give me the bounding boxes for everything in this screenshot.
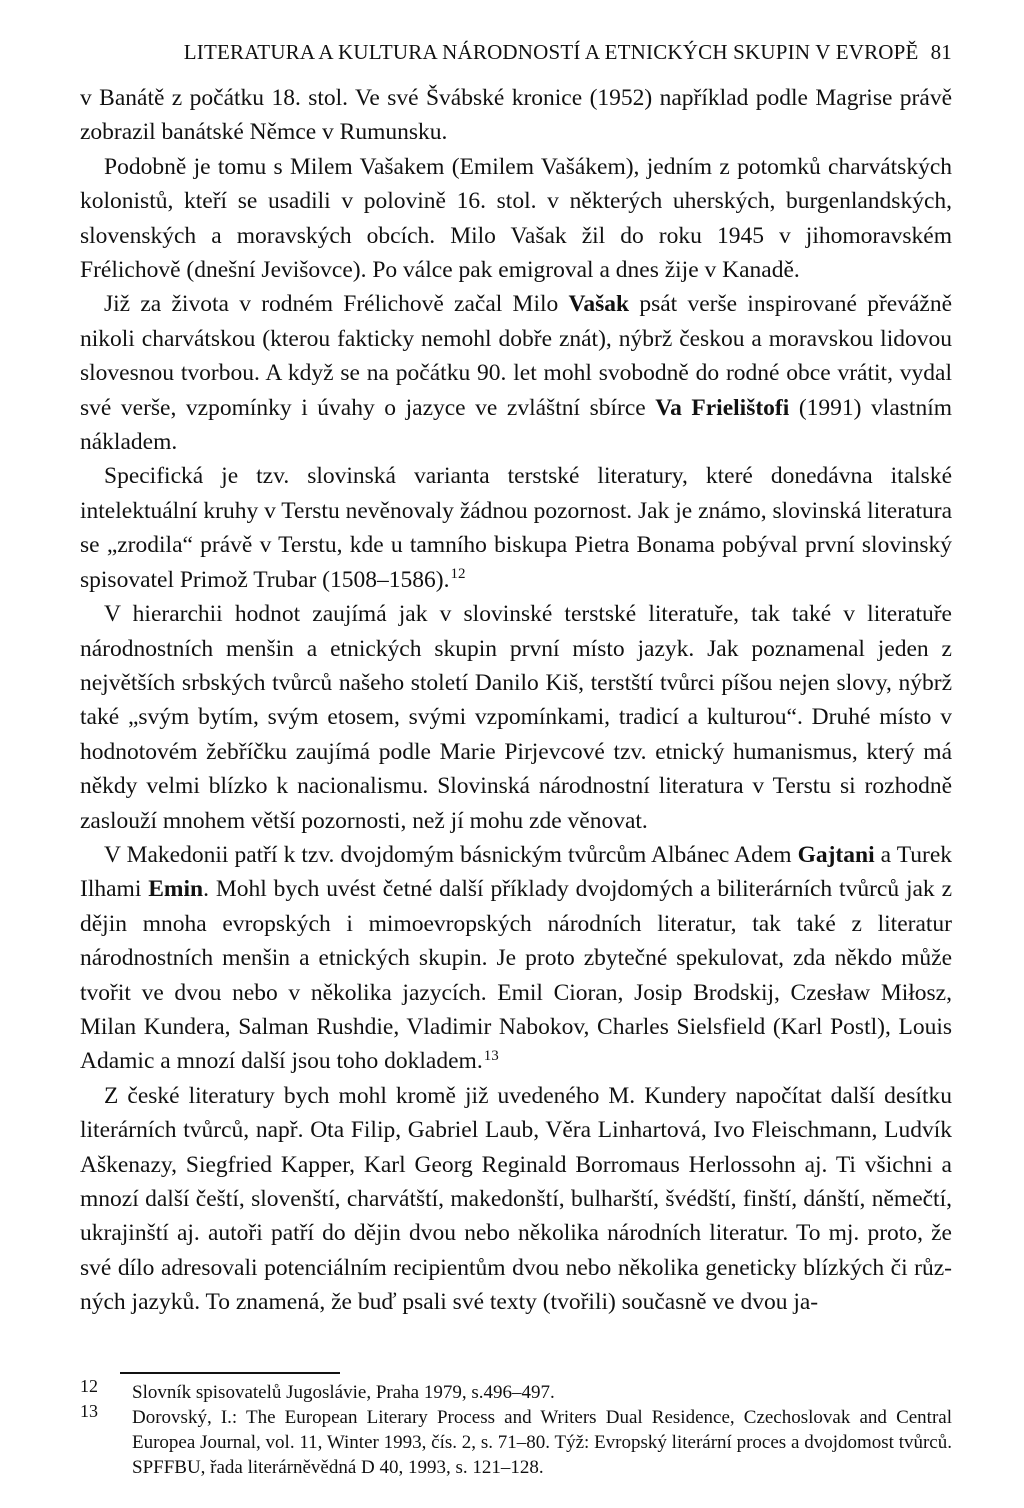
book-page (80, 40, 952, 1320)
footnote-13 (80, 1401, 952, 1480)
paragraph-2-text: Podobně je tomu s Milem Vašakem (Emilem Vašákem), jedním z potomků charvátských kolonistů, kteří se usadili v polovině 16. stol. v některých uherských, burgenlandských, slovenských a moravských obcích. Milo Vašak žil do roku 1945 v jihomoravském Frélichově (dnešní Jevišovce). Po válce pak emigroval a dnes žije v Kanadě. (80, 153, 952, 284)
footnote-number: 13 (80, 1401, 98, 1421)
paragraph-1-text: v Banátě z počátku 18. stol. Ve své Švábské kronice (1952) například podle Magrise právě zobrazil banátské Němce v Rumunsku. (80, 85, 952, 146)
footnote-text: Slovník spisovatelů Jugoslávie, Praha 1979, s.496–497. (132, 1382, 555, 1403)
footnote-number: 12 (80, 1376, 98, 1396)
bold-name-vasak: Vašak (568, 291, 630, 318)
paragraph-7-text: Z české literatury bych mohl kromě již uvedeného M. Kundery napočítat další desítku literárních tvůrců, např. Ota Filip, Gabriel Laub, Věra Linhartová, Ivo Fleischmann, Ludvík Aškenazy, Siegfried Kapper, Karl Georg Reginald Borromaus Herlossohn aj. Ti všichni a mnozí další čeští, slovenští, charvátští, makedonští, bulharští, švédští, finští, dánští, němečtí, ukrajinští aj. autoři patří do dějin dvou nebo několika národních literatur. To mj. proto, že své dílo adresovali potenciálním recipientům dvou nebo několika geneticky blízkých či různých jazyků. To znamená, že buď psali své texty (tvořili) současně ve dvou ja- (80, 1082, 952, 1316)
paragraph-2 (80, 150, 952, 288)
bold-name-emin: Emin (148, 876, 204, 903)
footnotes (80, 1372, 952, 1480)
paragraph-4-text: Specifická je tzv. slovinská varianta terstské literatury, které donedávna italské intelektuální kruhy v Terstu nevěnovaly žádnou pozornost. Jak je známo, slovinská literatura se „zrodila“ právě v Terstu, kde u tamního biskupa Pietra Bonama pobýval první slovinský spisovatel Primož Trubar (1508–1586). (80, 463, 952, 593)
paragraph-3 (80, 287, 952, 459)
paragraph-5-text: V hierarchii hodnot zaujímá jak v slovinské terstské literatuře, tak také v literatuře národnostních menšin a etnických skupin první místo jazyk. Jak poznamenal jeden z největších srbských tvůrců našeho století Danilo Kiš, terstští tvůrci píšou nejen slovy, nýbrž také „svým bytím, svým etosem, svými vzpomínkami, tradicí a kulturou“. Druhé místo v hodnotovém žebříčku zaujímá podle Marie Pirjevcové tzv. etnický humanismus, který má někdy velmi blízko k nacionalismu. Slovinská národnostní literatura v Terstu si rozhodně zaslouží mnohem větší pozornosti, než jí mohu zde věnovat. (80, 601, 952, 834)
footnote-text: Dorovský, I.: The European Literary Process and Writers Dual Residence, Czechoslovak and Central Europea Journal, vol. 11, Winter 1993, čís. 2, s. 71–80. Týž: Evropský literární proces a dvojdomost tvůrců. SPFFBU, řada literárněvědná D 40, 1993, s. 121–128. (132, 1407, 952, 1478)
body-text (80, 81, 952, 1320)
paragraph-7 (80, 1079, 952, 1320)
footnote-12 (80, 1376, 952, 1405)
paragraph-4 (80, 459, 952, 597)
paragraph-1 (80, 81, 952, 150)
paragraph-3-text-a: Již za života v rodném Frélichově začal Milo (104, 291, 569, 318)
footnote-divider (120, 1372, 340, 1374)
footnote-ref-12[interactable]: 12 (450, 565, 466, 582)
paragraph-6-text-a: V Makedonii patří k tzv. dvojdomým básnickým tvůrcům Albánec Adem (104, 841, 798, 868)
bold-title-va-frielistofi: Va Frielištofi (655, 394, 790, 421)
page-number: 81 (930, 40, 952, 64)
running-header (80, 40, 952, 65)
paragraph-6-text-b: a Turek Ilhami (80, 841, 952, 903)
paragraph-3-text-c: (1991) vlastním nákladem. (80, 394, 953, 456)
paragraph-6 (80, 838, 952, 1079)
paragraph-6-text-c: . Mohl bych uvést četné další příklady dvojdomých a biliterárních tvůrců jak z dějin mnoha evropských i mimoevropských národních literatur, tak také z literatur národnostních menšin a etnických skupin. Je proto zbytečné spekulovat, zda někdo může tvořit ve dvou nebo v několika jazycích. Emil Cioran, Josip Brodskij, Czesław Miłosz, Milan Kundera, Salman Rushdie, Vladimir Nabokov, Charles Sielsfield (Karl Postl), Louis Adamic a mnozí další jsou toho dokladem. (80, 876, 952, 1075)
paragraph-3-text-b: psát verše inspirované převážně nikoli charvátskou (kterou fakticky nemohl dobře znát), nýbrž českou a moravskou lidovou slovesnou tvorbou. A když se na počátku 90. let mohl svobodně do rodné obce vrátit, vydal své verše, vzpomínky i úvahy o jazyce ve zvláštní sbírce (80, 291, 952, 421)
bold-name-gajtani: Gajtani (797, 841, 875, 868)
footnote-ref-13[interactable]: 13 (483, 1047, 499, 1064)
paragraph-5 (80, 597, 952, 838)
running-title: LITERATURA A KULTURA NÁRODNOSTÍ A ETNICKÝCH SKUPIN V EVROPĚ (183, 40, 919, 64)
